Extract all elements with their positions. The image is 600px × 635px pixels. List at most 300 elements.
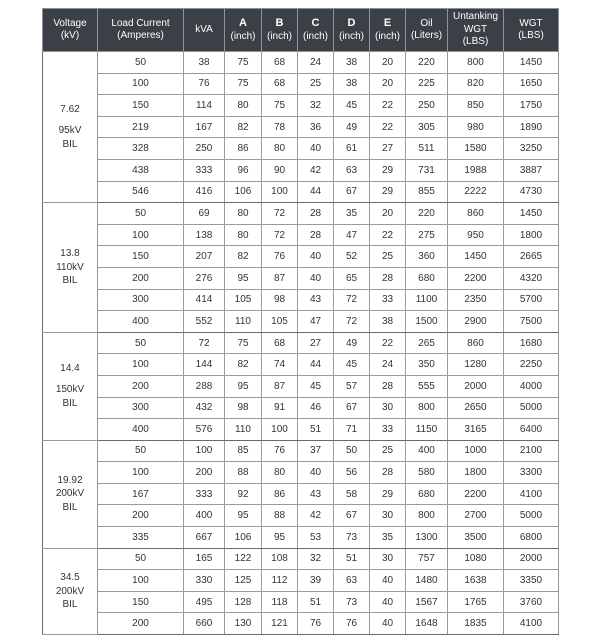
table-cell-kva: 400 [184,505,225,527]
table-cell-oil: 731 [406,159,448,181]
table-cell-wgt: 3250 [504,138,559,160]
column-header-unit: (inch) [302,30,328,42]
table-cell-b: 87 [262,267,298,289]
table-cell-d: 51 [334,548,370,570]
table-cell-wgt: 2000 [504,548,559,570]
column-header-unit: (inch) [374,30,400,42]
table-cell-d: 56 [334,462,370,484]
table-cell-kva: 200 [184,462,225,484]
voltage-line: 200kV [55,585,85,597]
table-cell-a: 80 [225,95,262,117]
table-cell-oil: 580 [406,462,448,484]
table-cell-oil: 250 [406,95,448,117]
table-cell-c: 40 [298,138,334,160]
table-cell-wgt: 2250 [504,354,559,376]
table-cell-load: 150 [98,246,184,268]
table-cell-b: 87 [262,375,298,397]
column-header-line: Untanking [452,11,499,23]
table-cell-c: 32 [298,548,334,570]
table-row [43,419,559,441]
voltage-cell [43,203,98,333]
voltage-cell [43,548,98,634]
table-cell-d: 73 [334,591,370,613]
table-cell-untanking: 950 [448,224,504,246]
table-cell-wgt: 1450 [504,203,559,225]
table-row [43,462,559,484]
table-cell-wgt: 1650 [504,73,559,95]
table-cell-load: 200 [98,505,184,527]
table-cell-untanking: 1080 [448,548,504,570]
table-cell-d: 67 [334,397,370,419]
table-cell-b: 76 [262,440,298,462]
column-header-kva [184,9,225,52]
table-cell-untanking: 2900 [448,311,504,333]
table-cell-untanking: 1765 [448,591,504,613]
table-cell-wgt: 4100 [504,613,559,635]
table-cell-load: 300 [98,397,184,419]
voltage-line: BIL [62,275,78,287]
table-cell-untanking: 800 [448,52,504,74]
table-cell-wgt: 2100 [504,440,559,462]
table-cell-a: 98 [225,397,262,419]
table-cell-b: 121 [262,613,298,635]
table-cell-e: 30 [370,505,406,527]
table-cell-a: 130 [225,613,262,635]
table-cell-d: 52 [334,246,370,268]
table-cell-e: 22 [370,95,406,117]
table-cell-wgt: 7500 [504,311,559,333]
table-cell-a: 75 [225,52,262,74]
table-cell-kva: 288 [184,375,225,397]
table-cell-oil: 400 [406,440,448,462]
table-cell-oil: 800 [406,505,448,527]
table-cell-e: 29 [370,483,406,505]
voltage-cell [43,332,98,440]
table-cell-kva: 576 [184,419,225,441]
table-cell-a: 88 [225,462,262,484]
table-cell-oil: 265 [406,332,448,354]
table-cell-a: 125 [225,570,262,592]
table-cell-kva: 432 [184,397,225,419]
table-cell-a: 85 [225,440,262,462]
table-cell-b: 118 [262,591,298,613]
table-cell-load: 50 [98,440,184,462]
column-header-line: Load Current [111,17,170,29]
voltage-line: 200kV [55,488,85,500]
table-cell-b: 105 [262,311,298,333]
table-cell-d: 65 [334,267,370,289]
table-row [43,591,559,613]
table-cell-kva: 138 [184,224,225,246]
table-cell-load: 328 [98,138,184,160]
column-header-letter: A [239,16,247,29]
table-cell-c: 42 [298,505,334,527]
table-cell-a: 105 [225,289,262,311]
table-row [43,332,559,354]
table-cell-a: 110 [225,311,262,333]
table-cell-e: 40 [370,591,406,613]
table-cell-d: 45 [334,95,370,117]
column-header-load [98,9,184,52]
table-cell-c: 25 [298,73,334,95]
table-cell-b: 90 [262,159,298,181]
table-cell-wgt: 1750 [504,95,559,117]
table-cell-a: 106 [225,181,262,203]
voltage-spacer [43,375,97,383]
table-cell-a: 110 [225,419,262,441]
table-cell-d: 73 [334,527,370,549]
table-cell-e: 22 [370,116,406,138]
table-cell-e: 28 [370,267,406,289]
table-cell-load: 400 [98,419,184,441]
table-cell-b: 100 [262,181,298,203]
column-header-untanking [448,9,504,52]
table-row [43,116,559,138]
table-cell-oil: 225 [406,73,448,95]
transformer-spec-table [42,8,559,635]
column-header-d [334,9,370,52]
table-cell-e: 20 [370,52,406,74]
table-cell-kva: 414 [184,289,225,311]
table-cell-e: 30 [370,397,406,419]
table-cell-wgt: 4000 [504,375,559,397]
table-cell-oil: 305 [406,116,448,138]
table-cell-b: 68 [262,73,298,95]
table-cell-d: 58 [334,483,370,505]
table-row [43,181,559,203]
voltage-line: BIL [62,397,78,409]
table-cell-oil: 1567 [406,591,448,613]
table-cell-untanking: 860 [448,203,504,225]
table-cell-kva: 416 [184,181,225,203]
table-cell-c: 39 [298,570,334,592]
table-cell-load: 200 [98,375,184,397]
table-cell-c: 27 [298,332,334,354]
column-header-letter: E [383,16,392,29]
table-cell-oil: 800 [406,397,448,419]
table-cell-a: 96 [225,159,262,181]
table-cell-wgt: 4320 [504,267,559,289]
table-cell-b: 80 [262,462,298,484]
table-cell-b: 91 [262,397,298,419]
table-cell-c: 44 [298,181,334,203]
table-cell-wgt: 3760 [504,591,559,613]
table-cell-e: 27 [370,138,406,160]
table-row [43,224,559,246]
column-header-line: (LBS) [462,36,489,48]
table-cell-e: 40 [370,570,406,592]
table-cell-load: 400 [98,311,184,333]
table-cell-wgt: 1680 [504,332,559,354]
table-cell-b: 72 [262,224,298,246]
table-cell-load: 100 [98,462,184,484]
table-cell-wgt: 3887 [504,159,559,181]
table-cell-e: 35 [370,527,406,549]
table-cell-untanking: 2200 [448,267,504,289]
table-cell-untanking: 1580 [448,138,504,160]
table-cell-d: 63 [334,570,370,592]
table-cell-b: 98 [262,289,298,311]
column-header-line: (Amperes) [117,30,164,41]
table-cell-wgt: 6800 [504,527,559,549]
table-cell-d: 49 [334,116,370,138]
table-cell-oil: 855 [406,181,448,203]
table-cell-a: 106 [225,527,262,549]
table-row [43,354,559,376]
table-cell-c: 44 [298,354,334,376]
table-cell-untanking: 2700 [448,505,504,527]
table-cell-b: 76 [262,246,298,268]
table-cell-d: 71 [334,419,370,441]
table-row [43,289,559,311]
table-cell-a: 122 [225,548,262,570]
header-row [43,9,559,52]
table-cell-wgt: 5000 [504,397,559,419]
table-cell-d: 67 [334,181,370,203]
table-cell-untanking: 2000 [448,375,504,397]
table-cell-oil: 1300 [406,527,448,549]
table-cell-oil: 220 [406,52,448,74]
table-cell-b: 108 [262,548,298,570]
table-cell-e: 28 [370,462,406,484]
table-cell-e: 33 [370,419,406,441]
table-cell-oil: 220 [406,203,448,225]
table-cell-untanking: 820 [448,73,504,95]
table-cell-load: 100 [98,73,184,95]
table-cell-d: 61 [334,138,370,160]
table-row [43,505,559,527]
table-cell-b: 100 [262,419,298,441]
voltage-line: BIL [62,501,78,513]
table-row [43,159,559,181]
table-cell-b: 74 [262,354,298,376]
table-cell-d: 38 [334,52,370,74]
voltage-spacer [43,116,97,124]
table-cell-c: 28 [298,224,334,246]
table-row [43,203,559,225]
table-cell-load: 50 [98,203,184,225]
column-header-line: WGT [463,23,488,35]
table-cell-d: 47 [334,224,370,246]
table-cell-d: 50 [334,440,370,462]
voltage-line: 14.4 [60,362,80,374]
table-cell-wgt: 4730 [504,181,559,203]
table-cell-kva: 165 [184,548,225,570]
table-cell-a: 86 [225,138,262,160]
table-cell-kva: 330 [184,570,225,592]
column-header-line: Voltage [53,17,87,29]
table-cell-b: 86 [262,483,298,505]
column-header-line: (kV) [60,30,80,41]
table-cell-oil: 757 [406,548,448,570]
table-cell-d: 63 [334,159,370,181]
table-cell-oil: 555 [406,375,448,397]
table-cell-e: 33 [370,289,406,311]
table-cell-c: 42 [298,159,334,181]
table-cell-load: 100 [98,354,184,376]
table-cell-kva: 276 [184,267,225,289]
table-cell-wgt: 5700 [504,289,559,311]
table-cell-c: 36 [298,116,334,138]
column-header-wgt [504,9,559,52]
table-cell-oil: 350 [406,354,448,376]
table-row [43,95,559,117]
table-cell-oil: 1500 [406,311,448,333]
table-cell-untanking: 1800 [448,462,504,484]
table-row [43,570,559,592]
table-cell-b: 80 [262,138,298,160]
table-cell-b: 68 [262,52,298,74]
table-row [43,311,559,333]
voltage-line: BIL [62,599,78,611]
table-row [43,548,559,570]
table-cell-b: 95 [262,527,298,549]
table-cell-kva: 69 [184,203,225,225]
table-cell-oil: 1100 [406,289,448,311]
table-row [43,483,559,505]
table-cell-b: 88 [262,505,298,527]
table-cell-kva: 144 [184,354,225,376]
table-cell-e: 25 [370,246,406,268]
table-cell-e: 30 [370,548,406,570]
table-cell-wgt: 4100 [504,483,559,505]
column-header-unit: (inch) [230,30,256,42]
table-cell-a: 92 [225,483,262,505]
voltage-line: 7.62 [60,103,80,115]
table-cell-e: 22 [370,224,406,246]
table-cell-c: 40 [298,462,334,484]
table-row [43,246,559,268]
table-cell-kva: 333 [184,483,225,505]
table-row [43,52,559,74]
voltage-cell [43,440,98,548]
table-cell-kva: 167 [184,116,225,138]
table-cell-a: 75 [225,332,262,354]
table-row [43,613,559,635]
table-cell-load: 546 [98,181,184,203]
table-row [43,267,559,289]
table-cell-a: 82 [225,246,262,268]
table-cell-untanking: 1000 [448,440,504,462]
table-cell-d: 67 [334,505,370,527]
column-header-unit: (inch) [266,30,292,42]
table-row [43,527,559,549]
table-cell-e: 29 [370,159,406,181]
table-cell-load: 150 [98,591,184,613]
table-cell-oil: 360 [406,246,448,268]
table-cell-b: 112 [262,570,298,592]
voltage-line: 95kV [58,125,82,137]
table-cell-d: 35 [334,203,370,225]
table-cell-a: 95 [225,375,262,397]
voltage-line: 110kV [56,261,84,273]
table-cell-load: 219 [98,116,184,138]
column-header-line: (LBS) [518,30,544,41]
table-cell-load: 300 [98,289,184,311]
table-cell-kva: 38 [184,52,225,74]
column-header-c [298,9,334,52]
table-cell-wgt: 1450 [504,52,559,74]
table-cell-a: 82 [225,116,262,138]
column-header-voltage [43,9,98,52]
column-header-letter: C [311,16,320,29]
table-cell-wgt: 2665 [504,246,559,268]
voltage-cell [43,52,98,203]
table-cell-a: 80 [225,224,262,246]
table-cell-e: 38 [370,311,406,333]
table-cell-kva: 114 [184,95,225,117]
table-cell-load: 50 [98,52,184,74]
table-cell-c: 53 [298,527,334,549]
table-cell-kva: 72 [184,332,225,354]
column-header-b [262,9,298,52]
table-cell-wgt: 1800 [504,224,559,246]
table-cell-d: 57 [334,375,370,397]
column-header-unit: (inch) [338,30,364,42]
table-cell-untanking: 1450 [448,246,504,268]
table-cell-untanking: 2650 [448,397,504,419]
table-cell-load: 100 [98,570,184,592]
table-cell-oil: 1480 [406,570,448,592]
table-cell-untanking: 1280 [448,354,504,376]
table-cell-c: 24 [298,52,334,74]
table-cell-a: 128 [225,591,262,613]
table-cell-c: 28 [298,203,334,225]
table-cell-c: 43 [298,483,334,505]
table-row [43,375,559,397]
table-cell-oil: 680 [406,483,448,505]
table-cell-c: 32 [298,95,334,117]
table-cell-untanking: 2350 [448,289,504,311]
table-row [43,397,559,419]
table-cell-d: 49 [334,332,370,354]
table-cell-untanking: 1835 [448,613,504,635]
table-cell-untanking: 3500 [448,527,504,549]
table-cell-d: 38 [334,73,370,95]
table-cell-c: 37 [298,440,334,462]
table-cell-load: 200 [98,267,184,289]
table-cell-a: 82 [225,354,262,376]
table-cell-d: 76 [334,613,370,635]
table-cell-untanking: 3165 [448,419,504,441]
table-cell-wgt: 3300 [504,462,559,484]
column-header-letter: D [347,16,356,29]
table-cell-wgt: 6400 [504,419,559,441]
table-cell-load: 50 [98,548,184,570]
table-cell-e: 20 [370,203,406,225]
table-cell-c: 46 [298,397,334,419]
table-cell-kva: 660 [184,613,225,635]
table-cell-d: 72 [334,311,370,333]
table-cell-e: 22 [370,332,406,354]
table-cell-d: 72 [334,289,370,311]
table-cell-c: 47 [298,311,334,333]
column-header-line: WGT [519,17,543,29]
column-header-e [370,9,406,52]
table-row [43,138,559,160]
table-cell-a: 95 [225,505,262,527]
table-cell-wgt: 5000 [504,505,559,527]
table-cell-oil: 1648 [406,613,448,635]
table-cell-untanking: 1638 [448,570,504,592]
table-cell-untanking: 1988 [448,159,504,181]
table-row [43,73,559,95]
table-cell-c: 45 [298,375,334,397]
table-cell-c: 43 [298,289,334,311]
table-cell-untanking: 2200 [448,483,504,505]
table-cell-b: 68 [262,332,298,354]
table-cell-e: 29 [370,181,406,203]
